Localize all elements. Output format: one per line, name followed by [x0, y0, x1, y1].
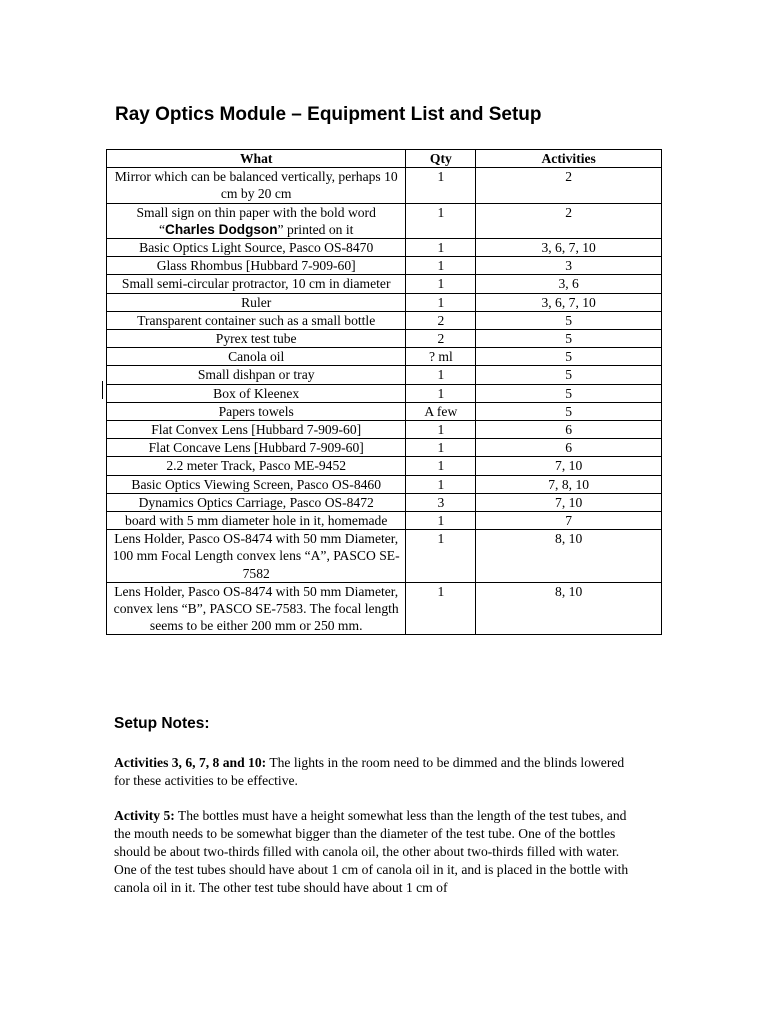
cell-qty: 1 [406, 384, 476, 402]
cell-activities: 7, 10 [476, 493, 662, 511]
cell-qty: 1 [406, 421, 476, 439]
cell-activities: 7, 8, 10 [476, 475, 662, 493]
table-row [107, 311, 662, 329]
cell-qty: 1 [406, 439, 476, 457]
cell-qty: 1 [406, 168, 476, 203]
cell-activities: 3, 6, 7, 10 [476, 239, 662, 257]
cell-what: Mirror which can be balanced vertically, perhaps 10 cm by 20 cm [107, 168, 406, 203]
table-row [107, 239, 662, 257]
equipment-table [106, 149, 662, 635]
setup-note [114, 754, 634, 790]
cell-what: Small semi-circular protractor, 10 cm in diameter [107, 275, 406, 293]
header-activities: Activities [476, 150, 662, 168]
cell-what: Glass Rhombus [Hubbard 7-909-60] [107, 257, 406, 275]
table-row [107, 257, 662, 275]
cell-activities: 3, 6 [476, 275, 662, 293]
cell-what: Small dishpan or tray [107, 366, 406, 384]
cell-qty: 1 [406, 275, 476, 293]
text-cursor-mark [102, 381, 103, 399]
cell-activities: 7, 10 [476, 457, 662, 475]
cell-qty: 2 [406, 330, 476, 348]
cell-qty: 1 [406, 530, 476, 583]
table-row [107, 203, 662, 238]
cell-activities: 7 [476, 512, 662, 530]
table-row [107, 330, 662, 348]
table-row [107, 439, 662, 457]
cell-qty: 1 [406, 293, 476, 311]
page-title: Ray Optics Module – Equipment List and Setup [115, 104, 542, 125]
cell-activities: 3 [476, 257, 662, 275]
table-row [107, 530, 662, 583]
cell-what: Ruler [107, 293, 406, 311]
cell-what: Transparent container such as a small bottle [107, 311, 406, 329]
cell-qty: A few [406, 402, 476, 420]
cell-qty: 1 [406, 366, 476, 384]
cell-what-text: Small sign on thin paper with the bold word “ [136, 204, 376, 237]
cell-activities: 6 [476, 421, 662, 439]
table-row [107, 493, 662, 511]
setup-note [114, 807, 634, 897]
table-row [107, 457, 662, 475]
table-row [107, 475, 662, 493]
cell-activities: 5 [476, 330, 662, 348]
cell-activities: 5 [476, 384, 662, 402]
table-row [107, 384, 662, 402]
cell-qty: 1 [406, 475, 476, 493]
cell-what: Flat Convex Lens [Hubbard 7-909-60] [107, 421, 406, 439]
setup-note-text: The lights in the room need to be dimmed and the blinds lowered for these activities to be effective. [114, 755, 625, 788]
table-row [107, 421, 662, 439]
cell-what: Papers towels [107, 402, 406, 420]
cell-what: Canola oil [107, 348, 406, 366]
cell-qty: 1 [406, 239, 476, 257]
cell-qty: 1 [406, 203, 476, 238]
table-row [107, 366, 662, 384]
cell-activities: 6 [476, 439, 662, 457]
setup-note-lead: Activity 5: [114, 808, 175, 823]
setup-note-lead: Activities 3, 6, 7, 8 and 10: [114, 755, 267, 770]
cell-what-text: ” printed on it [277, 221, 354, 237]
cell-what: Pyrex test tube [107, 330, 406, 348]
cell-qty: ? ml [406, 348, 476, 366]
cell-what: Lens Holder, Pasco OS-8474 with 50 mm Diameter, 100 mm Focal Length convex lens “A”, PASCO SE-7582 [107, 530, 406, 583]
table-row [107, 293, 662, 311]
cell-what: Lens Holder, Pasco OS-8474 with 50 mm Diameter, convex lens “B”, PASCO SE-7583. The focal length seems to be either 200 mm or 250 mm. [107, 582, 406, 635]
table-header-row [107, 150, 662, 168]
cell-qty: 1 [406, 457, 476, 475]
table-row [107, 168, 662, 203]
cell-qty: 1 [406, 512, 476, 530]
cell-activities: 2 [476, 203, 662, 238]
cell-qty: 2 [406, 311, 476, 329]
header-qty: Qty [406, 150, 476, 168]
cell-qty: 3 [406, 493, 476, 511]
table-row [107, 348, 662, 366]
cell-activities: 3, 6, 7, 10 [476, 293, 662, 311]
cell-activities: 5 [476, 402, 662, 420]
cell-what: board with 5 mm diameter hole in it, homemade [107, 512, 406, 530]
cell-activities: 5 [476, 311, 662, 329]
cell-what: Box of Kleenex [107, 384, 406, 402]
cell-activities: 2 [476, 168, 662, 203]
table-row [107, 402, 662, 420]
cell-what: Dynamics Optics Carriage, Pasco OS-8472 [107, 493, 406, 511]
cell-what: 2.2 meter Track, Pasco ME-9452 [107, 457, 406, 475]
setup-note-text: The bottles must have a height somewhat less than the length of the test tubes, and the mouth needs to be somewhat bigger than the diameter of the test tube. One of the bottles should be about two-thirds filled with canola oil, the other about two-thirds filled with water. One of the test tubes should have about 1 cm of canola oil in it, and is placed in the bottle with canola oil in it. The other test tube should have about 1 cm of [114, 808, 629, 895]
setup-notes-heading: Setup Notes: [114, 715, 210, 732]
cell-what: Flat Concave Lens [Hubbard 7-909-60] [107, 439, 406, 457]
cell-qty: 1 [406, 582, 476, 635]
cell-activities: 5 [476, 366, 662, 384]
cell-what: Basic Optics Viewing Screen, Pasco OS-8460 [107, 475, 406, 493]
cell-what: Basic Optics Light Source, Pasco OS-8470 [107, 239, 406, 257]
cell-what-bold-word: Charles Dodgson [165, 221, 278, 237]
cell-activities: 8, 10 [476, 530, 662, 583]
table-row [107, 275, 662, 293]
cell-what [107, 203, 406, 238]
table-row [107, 582, 662, 635]
cell-qty: 1 [406, 257, 476, 275]
table-row [107, 512, 662, 530]
cell-activities: 8, 10 [476, 582, 662, 635]
cell-activities: 5 [476, 348, 662, 366]
header-what: What [107, 150, 406, 168]
